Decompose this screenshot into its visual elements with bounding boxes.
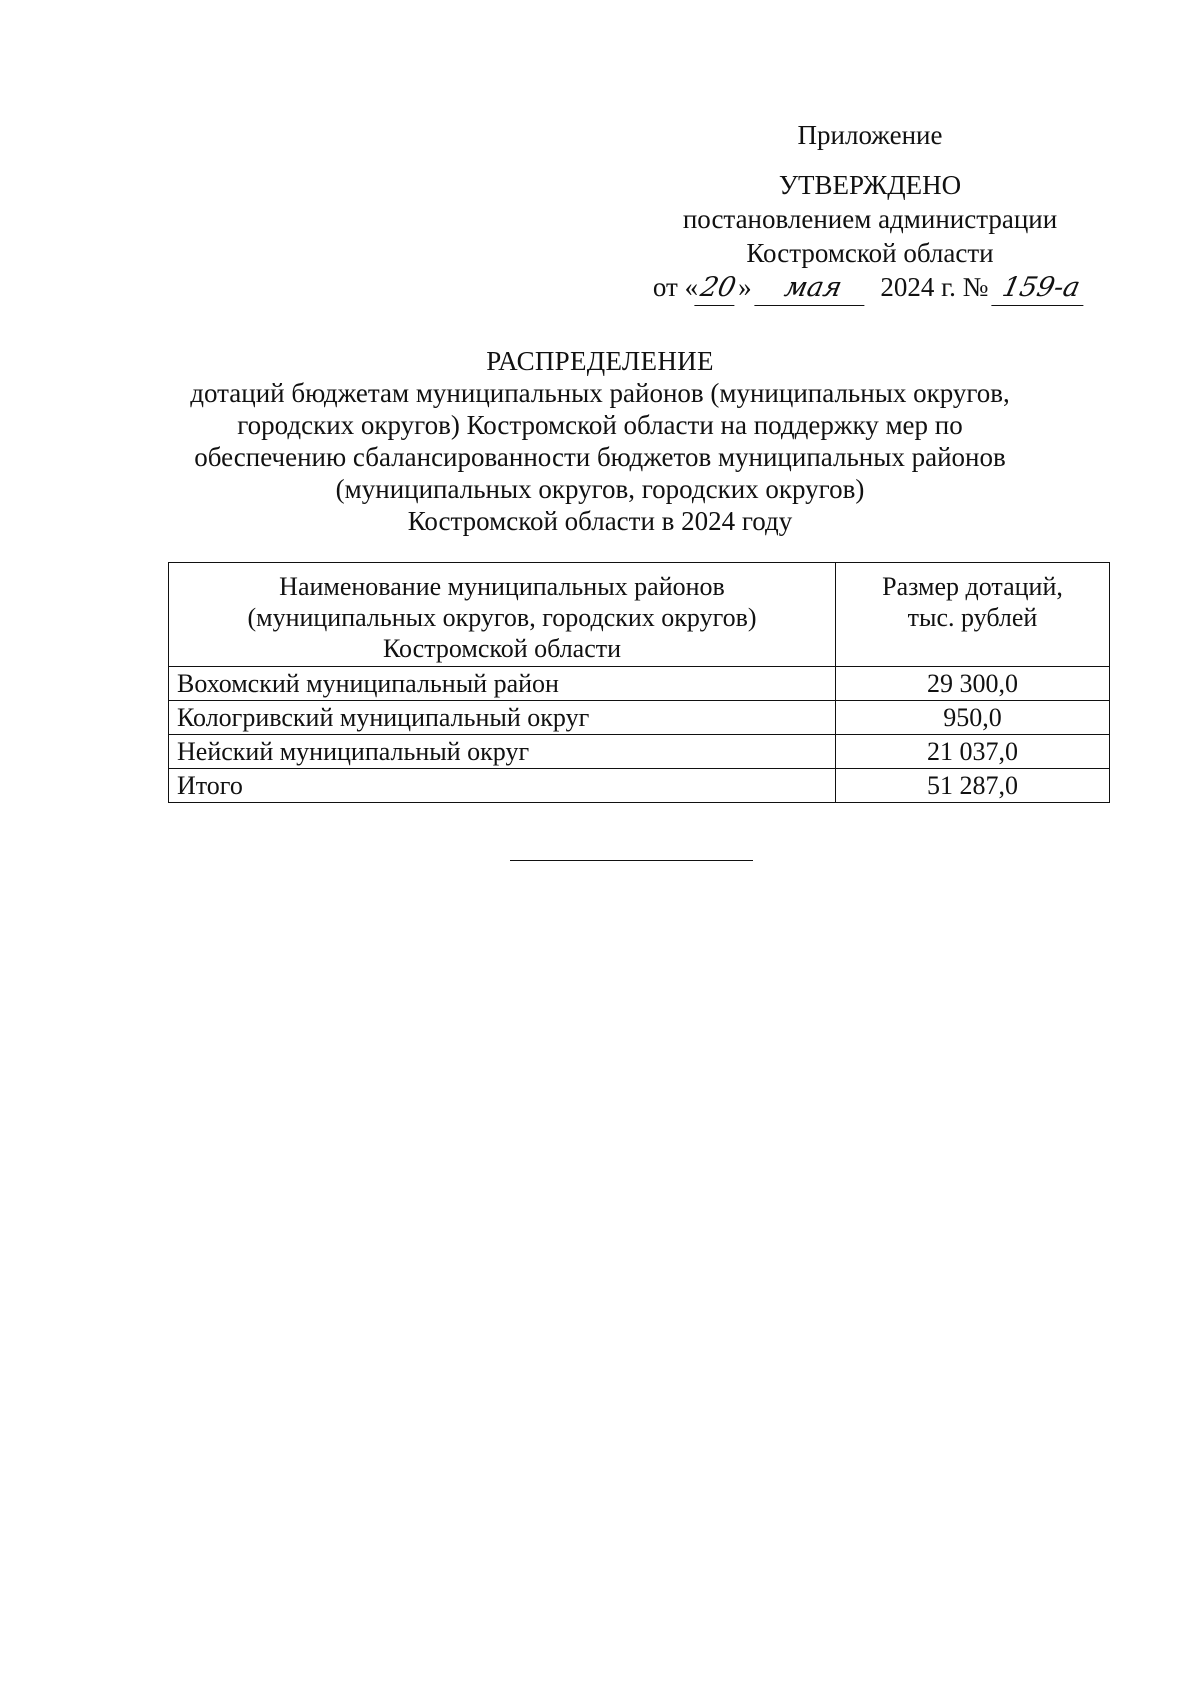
total-amount: 51 287,0 [836, 769, 1110, 803]
subtitle-line: городских округов) Костромской области на поддержку мер по [237, 410, 963, 440]
document-heading [150, 345, 1050, 537]
table-row [169, 667, 1110, 701]
header-line: тыс. рублей [907, 603, 1038, 632]
total-label: Итого [169, 769, 836, 803]
handwritten-number: 159-а [991, 271, 1090, 306]
table-row [169, 735, 1110, 769]
municipality-name: Нейский муниципальный округ [169, 735, 836, 769]
header-line: Костромской области [382, 634, 622, 663]
subsidy-amount: 21 037,0 [836, 735, 1110, 769]
table-header-row [169, 563, 1110, 667]
end-divider [510, 860, 753, 861]
header-amount [836, 563, 1110, 667]
header-line: (муниципальных округов, городских округов) [247, 603, 757, 632]
handwritten-month: мая [754, 271, 871, 306]
approval-block [640, 118, 1100, 306]
subsidy-amount: 29 300,0 [836, 667, 1110, 701]
header-line: Размер дотаций, [882, 572, 1063, 601]
appendix-label: Приложение [797, 120, 943, 150]
date-year: 2024 г. № [880, 272, 989, 302]
subsidy-amount: 950,0 [836, 701, 1110, 735]
municipality-name: Кологривский муниципальный округ [169, 701, 836, 735]
date-mid: » [738, 272, 752, 302]
municipality-name: Вохомский муниципальный район [169, 667, 836, 701]
subtitle-line: обеспечению сбалансированности бюджетов муниципальных районов [194, 442, 1006, 472]
table-row [169, 701, 1110, 735]
approval-date-line [640, 270, 1100, 306]
header-line: Наименование муниципальных районов [279, 572, 725, 601]
approval-line-1: постановлением администрации [682, 204, 1058, 234]
distribution-table [168, 562, 1110, 803]
handwritten-day: 20 [694, 271, 741, 306]
approved-label: УТВЕРЖДЕНО [778, 170, 962, 200]
total-row [169, 769, 1110, 803]
approval-line-2: Костромской области [746, 238, 994, 268]
document-title: РАСПРЕДЕЛЕНИЕ [486, 346, 714, 376]
subtitle-line: Костромской области в 2024 году [407, 506, 793, 536]
date-prefix: от « [652, 272, 699, 302]
subtitle-line: (муниципальных округов, городских округов) [335, 474, 865, 504]
subtitle-line: дотаций бюджетам муниципальных районов (муниципальных округов, [190, 378, 1010, 408]
header-municipality [169, 563, 836, 667]
